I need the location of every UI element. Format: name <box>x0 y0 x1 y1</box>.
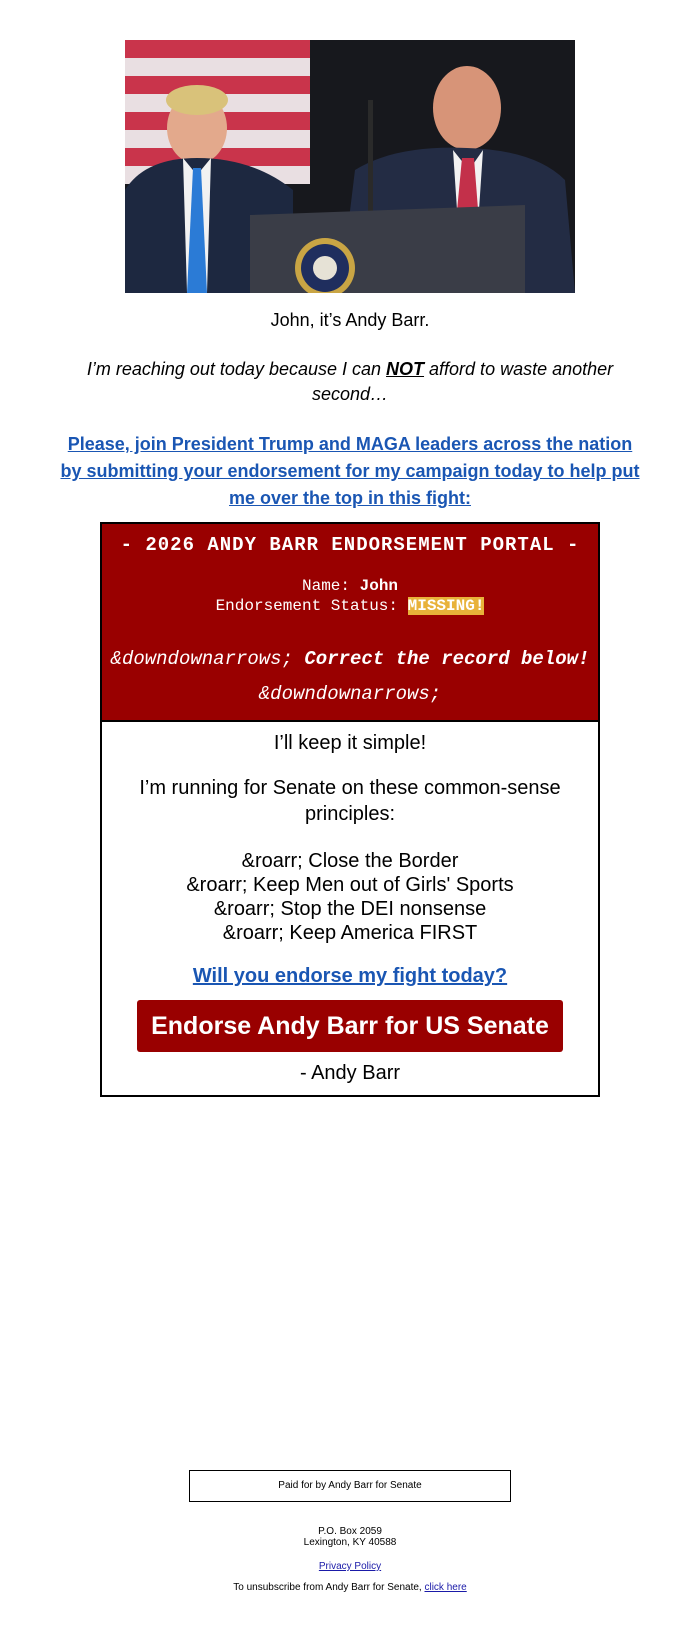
status-row <box>102 596 598 616</box>
portal-info <box>102 576 598 616</box>
portal-header <box>102 524 598 722</box>
portal-title: - 2026 ANDY BARR ENDORSEMENT PORTAL - <box>120 534 580 556</box>
mailing-address <box>0 1526 700 1548</box>
correct-record-text: Correct the record below! <box>304 648 590 670</box>
name-value: John <box>359 577 399 595</box>
principle-item: &roarr; Keep America FIRST <box>222 922 478 944</box>
name-row <box>102 576 598 596</box>
urgent-prefix: I’m reaching out today because I can <box>86 359 387 379</box>
principle-item: &roarr; Stop the DEI nonsense <box>213 898 487 920</box>
urgent-suffix: afford to waste another second… <box>311 359 614 404</box>
principle-item: &roarr; Keep Men out of Girls' Sports <box>186 874 514 896</box>
unsubscribe-line <box>0 1582 700 1593</box>
endorse-question-link[interactable]: Will you endorse my fight today? <box>192 965 508 987</box>
privacy-policy-link[interactable]: Privacy Policy <box>318 1561 382 1572</box>
arrow-left-text: &downdownarrows; <box>110 648 293 670</box>
simple-text: I’ll keep it simple! <box>273 732 427 754</box>
paid-for-box: Paid for by Andy Barr for Senate <box>189 1470 511 1502</box>
unsubscribe-link[interactable]: click here <box>424 1582 467 1593</box>
greeting-text: John, it’s Andy Barr. <box>270 310 430 330</box>
running-text: I’m running for Senate on these common-sense principles: <box>139 777 561 825</box>
join-endorsement-link[interactable]: Please, join President Trump and MAGA leaders across the nation by submitting your endorsement for my campaign today to help put me over the top in this fight: <box>60 434 640 508</box>
status-badge: MISSING! <box>407 597 485 615</box>
signature: - Andy Barr <box>299 1062 401 1084</box>
unsubscribe-text: To unsubscribe from Andy Barr for Senate, <box>233 1582 422 1593</box>
address-line-1: P.O. Box 2059 <box>318 1526 382 1537</box>
principle-item: &roarr; Close the Border <box>241 850 459 872</box>
correct-record-link[interactable] <box>102 642 598 712</box>
urgent-emphasis: NOT <box>386 359 425 379</box>
name-label: Name: <box>301 577 350 595</box>
principles-list <box>102 849 598 945</box>
status-label: Endorsement Status: <box>215 597 398 615</box>
urgent-message <box>70 357 630 407</box>
hero-photo <box>125 40 575 293</box>
endorsement-portal <box>100 522 600 1097</box>
address-line-2: Lexington, KY 40588 <box>303 1537 397 1548</box>
arrow-right-text: &downdownarrows; <box>258 683 442 705</box>
endorse-button[interactable]: Endorse Andy Barr for US Senate <box>137 1000 563 1052</box>
portal-body <box>102 722 598 1085</box>
